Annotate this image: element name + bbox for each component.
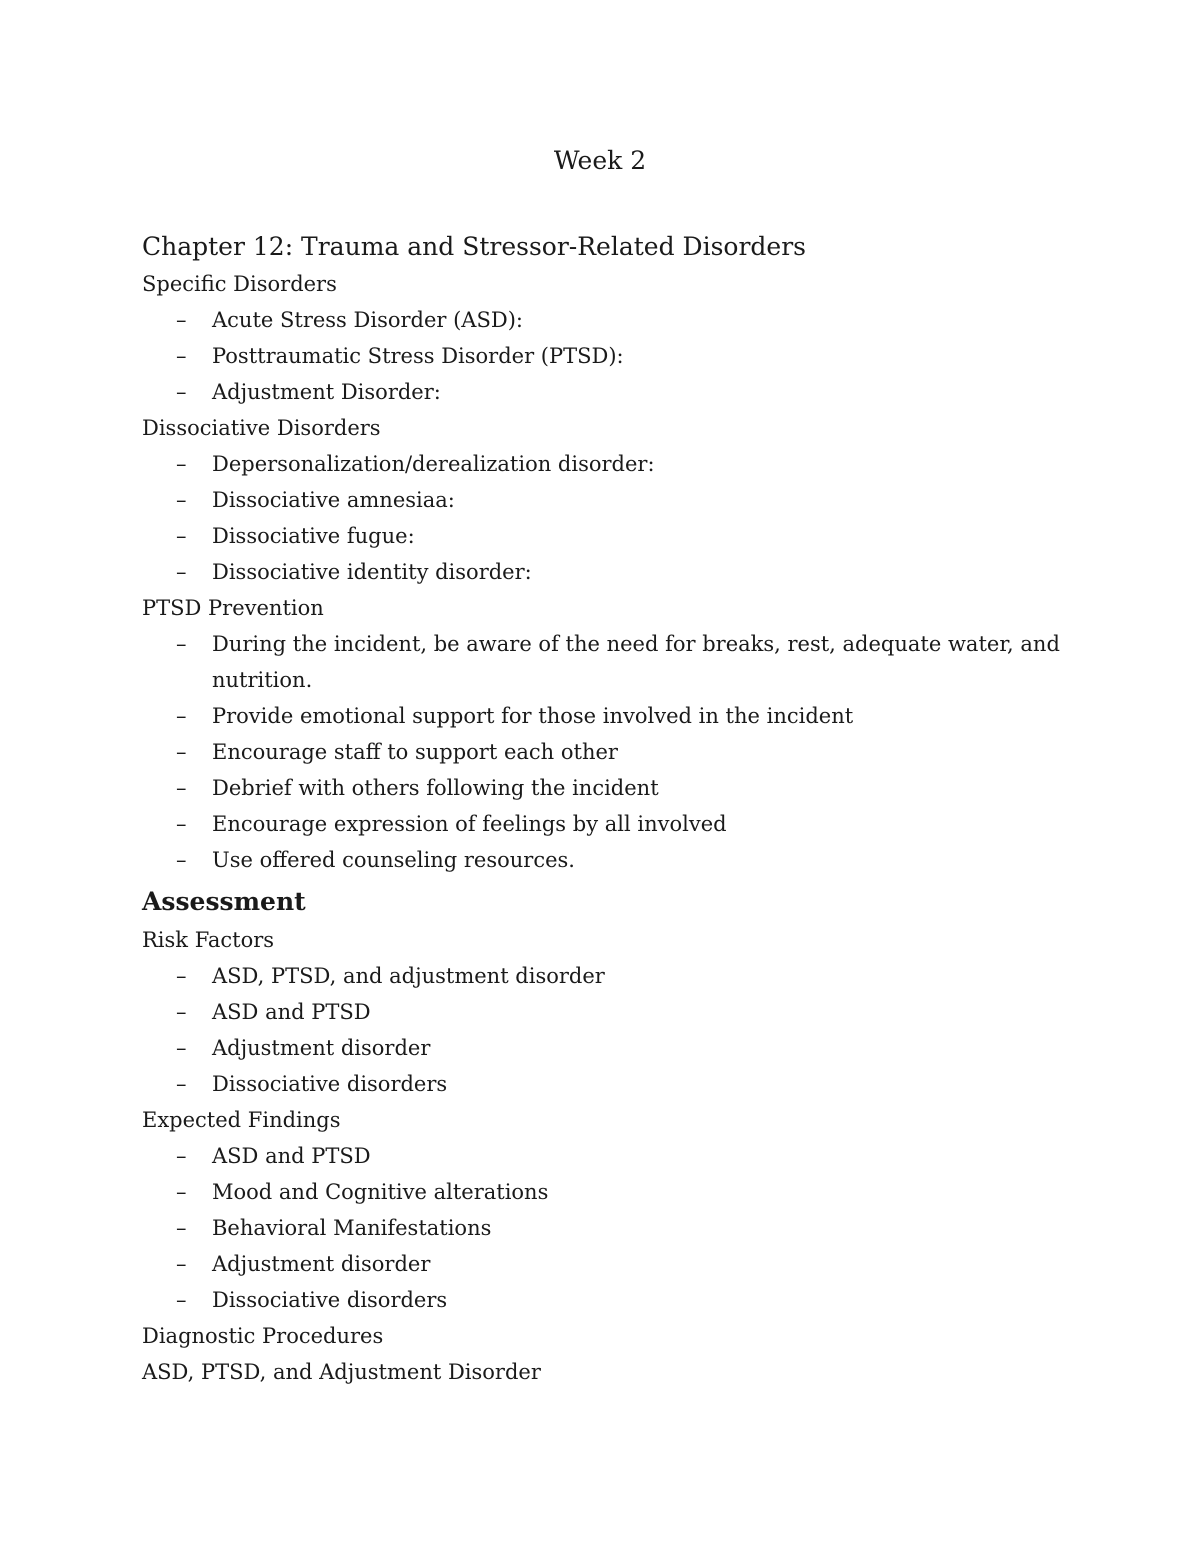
specific-list	[142, 302, 1062, 410]
section-heading-specific: Specific Disorders	[142, 272, 337, 296]
list-item: – Dissociative disorders	[142, 1066, 1062, 1102]
chapter-heading: Chapter 12: Trauma and Stressor-Related Disorders	[142, 232, 806, 261]
list-item: – Mood and Cognitive alterations	[142, 1174, 1062, 1210]
list-item: – ASD and PTSD	[142, 1138, 1062, 1174]
section-heading-findings: Expected Findings	[142, 1108, 341, 1132]
prevention-list	[142, 626, 1062, 878]
findings-list	[142, 1138, 1062, 1318]
list-item: – ASD and PTSD	[142, 994, 1062, 1030]
list-item: – Debrief with others following the incident	[142, 770, 1062, 806]
section-heading-diagnostic: Diagnostic Procedures	[142, 1324, 384, 1348]
list-item: – Adjustment Disorder:	[142, 374, 1062, 410]
list-item: – Acute Stress Disorder (ASD):	[142, 302, 1062, 338]
risk-list	[142, 958, 1062, 1102]
list-item: – During the incident, be aware of the need for breaks, rest, adequate water, and nutrition.	[142, 626, 1062, 698]
page-title: Week 2	[553, 146, 647, 175]
list-item: – Behavioral Manifestations	[142, 1210, 1062, 1246]
list-item: – Provide emotional support for those involved in the incident	[142, 698, 1062, 734]
list-item: – ASD, PTSD, and adjustment disorder	[142, 958, 1062, 994]
list-item: – Depersonalization/derealization disorder:	[142, 446, 1062, 482]
list-item: – Dissociative identity disorder:	[142, 554, 1062, 590]
list-item: – Dissociative amnesiaa:	[142, 482, 1062, 518]
list-item: – Use offered counseling resources.	[142, 842, 1062, 878]
list-item: – Encourage expression of feelings by all involved	[142, 806, 1062, 842]
list-item: – Dissociative disorders	[142, 1282, 1062, 1318]
list-item: – Adjustment disorder	[142, 1246, 1062, 1282]
section-heading-dissociative: Dissociative Disorders	[142, 416, 381, 440]
list-item: – Posttraumatic Stress Disorder (PTSD):	[142, 338, 1062, 374]
list-item: – Adjustment disorder	[142, 1030, 1062, 1066]
assessment-heading: Assessment	[142, 887, 306, 916]
document-body	[142, 228, 1062, 1390]
list-item: – Dissociative fugue:	[142, 518, 1062, 554]
dissociative-list	[142, 446, 1062, 590]
diagnostic-subheading: ASD, PTSD, and Adjustment Disorder	[142, 1360, 541, 1384]
section-heading-prevention: PTSD Prevention	[142, 596, 324, 620]
section-heading-risk: Risk Factors	[142, 928, 275, 952]
list-item: – Encourage staff to support each other	[142, 734, 1062, 770]
